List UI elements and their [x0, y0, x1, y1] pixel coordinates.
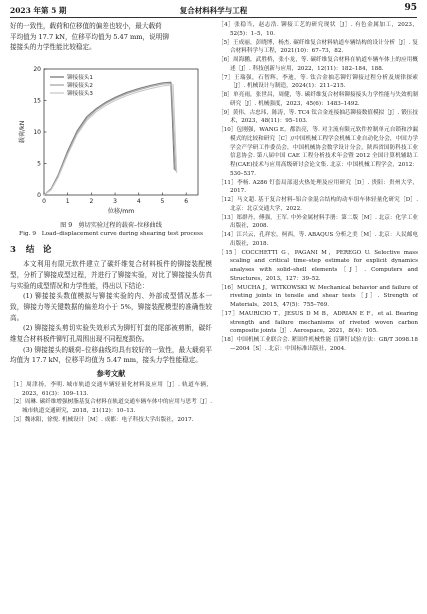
- figure-9: [10, 59, 212, 219]
- reference-item: ［11］李杨. A286 钉套局部退火热处理及应用研究［D］. 贵阳：贵州大学，2017.: [218, 179, 418, 195]
- x-tick-label: 1: [65, 198, 70, 206]
- references-title: 参考文献: [96, 369, 126, 379]
- reference-item: ［5］王成丽，彭晓博，杨杰. 碳纤维复合材料轨道车辆结构的设计分析［J］. 复合材料科学与工程，2021(10)：67–73，82.: [218, 39, 418, 55]
- reference-item: ［14］江兴云，孔祥宏，柯西，等. ABAQUS 分析之美［M］. 北京：人民邮电出版社，2018.: [218, 232, 418, 247]
- figure-caption-en: Fig. 9 Load–displacement curve during shearing test process: [19, 231, 203, 238]
- x-tick-label: 6: [184, 198, 189, 206]
- intro-line-2: 平均值为 17.7 kN，位移平均值为 5.47 mm，说明铆: [10, 32, 169, 41]
- x-tick-label: 5: [160, 198, 165, 206]
- reference-item: ［12］马文超. 基于复合材料–铝合金混合结构的动车组车体轻量化研究［D］. 北京：北京交通大学，2022.: [218, 197, 418, 212]
- reference-item: ［1］周津扬，李明. 城市轨道交通车辆轻量化材料及应用［J］. 轨道车辆，2023，61(3)：109–113.: [10, 382, 212, 397]
- conclusion-paragraph: 本文利用有限元软件建立了碳纤维复合材料板件的铆接装配模型，分析了铆接成型过程，并进行了铆接实验，对比了铆接接头仿真与实验的成型情况和力学性能，得出以下结论：: [10, 260, 212, 290]
- reference-item: ［2］周琳. 碳纤维增强树脂基复合材料在轨道交通车辆车体中的应用与思考［J］. 城市轨道交通研究，2018，21(12)：10–13.: [10, 399, 212, 414]
- reference-item: ［15］COCCHETTI G，PAGANI M，PEREGO U. Selective mass scaling and critical time–step estimate for explicit dynamics analyses with solid–shell elements［J］. Computers and Structures，2013，127：39–52.: [218, 249, 418, 282]
- load-displacement-chart: [10, 59, 212, 219]
- conclusion-point-2: (2) 铆接接头剪切实验失效形式为铆钉钉套的尾部被剪断，碳纤维复合材料板件铆钉孔周围出现不同程度损伤。: [10, 324, 212, 344]
- x-axis-label: 位移/mm: [107, 208, 135, 216]
- conclusion-point-1: (1) 铆接接头数值模拟与铆接实验的内、外部成型情况基本一致，铆接力等关键数据的偏差均小于 5%，铆接装配模型的准确性较高。: [10, 292, 212, 322]
- reference-item: ［9］黄伟，古忠玮，陈涛，等. TC4 钛合金连接抽芯铆接数值模拟［J］. 锻压技术，2023，48(11)：95–103.: [218, 109, 418, 125]
- reference-item: ［6］周海鹏，武胜桥，张小龙，等. 碳纤维复合材料在轨道车辆车体上的应用概述［J］. 科技创新与应用，2022，12(11)：182–184，188.: [218, 57, 418, 72]
- figure-caption-zh: 图 9 剪切实验过程的载荷–位移曲线: [60, 222, 162, 230]
- x-tick-label: 2: [89, 198, 94, 206]
- reference-item: ［4］张稳当，赵志浩. 铆接工艺的研究现状［J］. 有色金属加工，2023，52(5)：1–5，10.: [218, 22, 418, 37]
- legend-label: 铆接接头3: [67, 91, 93, 98]
- section-number: 3: [10, 245, 16, 256]
- section-heading: [10, 245, 212, 256]
- y-tick-label: 0: [37, 192, 41, 200]
- y-tick-label: 20: [33, 66, 41, 74]
- reference-item: ［7］王瑞强，石智辉，李迪，等. 钛合金抽芯铆钉铆接过程分析及规律探索［J］. 机械设计与制造，2024(1)：211–215.: [218, 74, 418, 90]
- reference-item: ［17］MAURICIO T，JESUS D M B，ADRIAN E F，et al. Bearing strength and failure mechanisms of riveted woven carbon composite joints［J］. Aerospace，2021，8(4)：105.: [218, 310, 418, 335]
- journal-title: 复合材料科学与工程: [179, 6, 248, 15]
- y-tick-label: 5: [37, 160, 41, 168]
- header-rule: [10, 17, 417, 18]
- left-column: [10, 21, 212, 424]
- x-tick-label: 0: [42, 198, 46, 206]
- y-tick-label: 10: [33, 129, 41, 137]
- reference-item: ［16］MUCHA J，WITKOWSKI W. Mechanical behavior and failure of riveting joints in tensile and shear tests［J］. Strength of Materials，2015，47(5)：755–769.: [218, 284, 418, 308]
- legend-label: 铆接接头2: [67, 83, 93, 90]
- issue-label: 2023 年第 5 期: [10, 6, 67, 15]
- legend-label: 铆接接头1: [67, 75, 93, 82]
- series-line-1: [44, 82, 174, 195]
- intro-line-3: 接接头的力学性能比较稳定。: [10, 43, 96, 52]
- x-tick-label: 3: [113, 198, 117, 206]
- conclusion-point-3: (3) 铆接接头的载荷–位移曲线均具有较好的一致性，最大载荷平均值为 17.7 kN，位移平均值为 5.47 mm，接头力学性能稳定。: [10, 345, 212, 365]
- reference-item: ［3］魏冰阳，徐悦. 机械设计［M］. 成都：电子科技大学出版社，2017.: [10, 416, 194, 423]
- section-title: 结 论: [25, 245, 52, 256]
- reference-item: ［18］中国机械工业联合会. 紧固件机械性能 盲铆钉试验方法：GB/T 3098.18—2004［S］. 北京：中国标准出版社，2004.: [218, 337, 418, 352]
- y-axis-label: 载荷/kN: [19, 120, 26, 144]
- page-number: 95: [404, 3, 417, 13]
- reference-item: ［13］郑群丹，傅强，王军. 中外金属材料手册：第二版［M］. 北京：化学工业出版社，2008.: [218, 214, 418, 230]
- reference-item: ［10］包刚强，WANG E，都浩亮，等. 对主流有限元软件控制单元自锁和沙漏模式的比较和研究［C］//中国机械工程学会机械工业自动化分会，中国力学学会产学研工作委员会，中国机械协会数学设计分会，陕西省国防科技工业信息协会. 第八届中国 CAE 工程分析技术年会暨 2012 全国计算机辅助工程(CAE)技术与应用高级研讨会论文集. 北京：中国机械工程学会，2012：530–537.: [218, 127, 418, 177]
- reference-item: ［8］单亮雨，张世昌，周健，等. 碳纤维复合材料铆接接头力学性能与失效机制研究［J］. 机械强度，2023，45(6)：1483–1492.: [218, 92, 418, 107]
- x-tick-label: 4: [136, 198, 141, 206]
- intro-line-1: 好的一致性，载荷和位移值的偏差也较小，最大载荷: [10, 22, 162, 30]
- y-tick-label: 15: [33, 97, 41, 105]
- right-column: [218, 21, 418, 354]
